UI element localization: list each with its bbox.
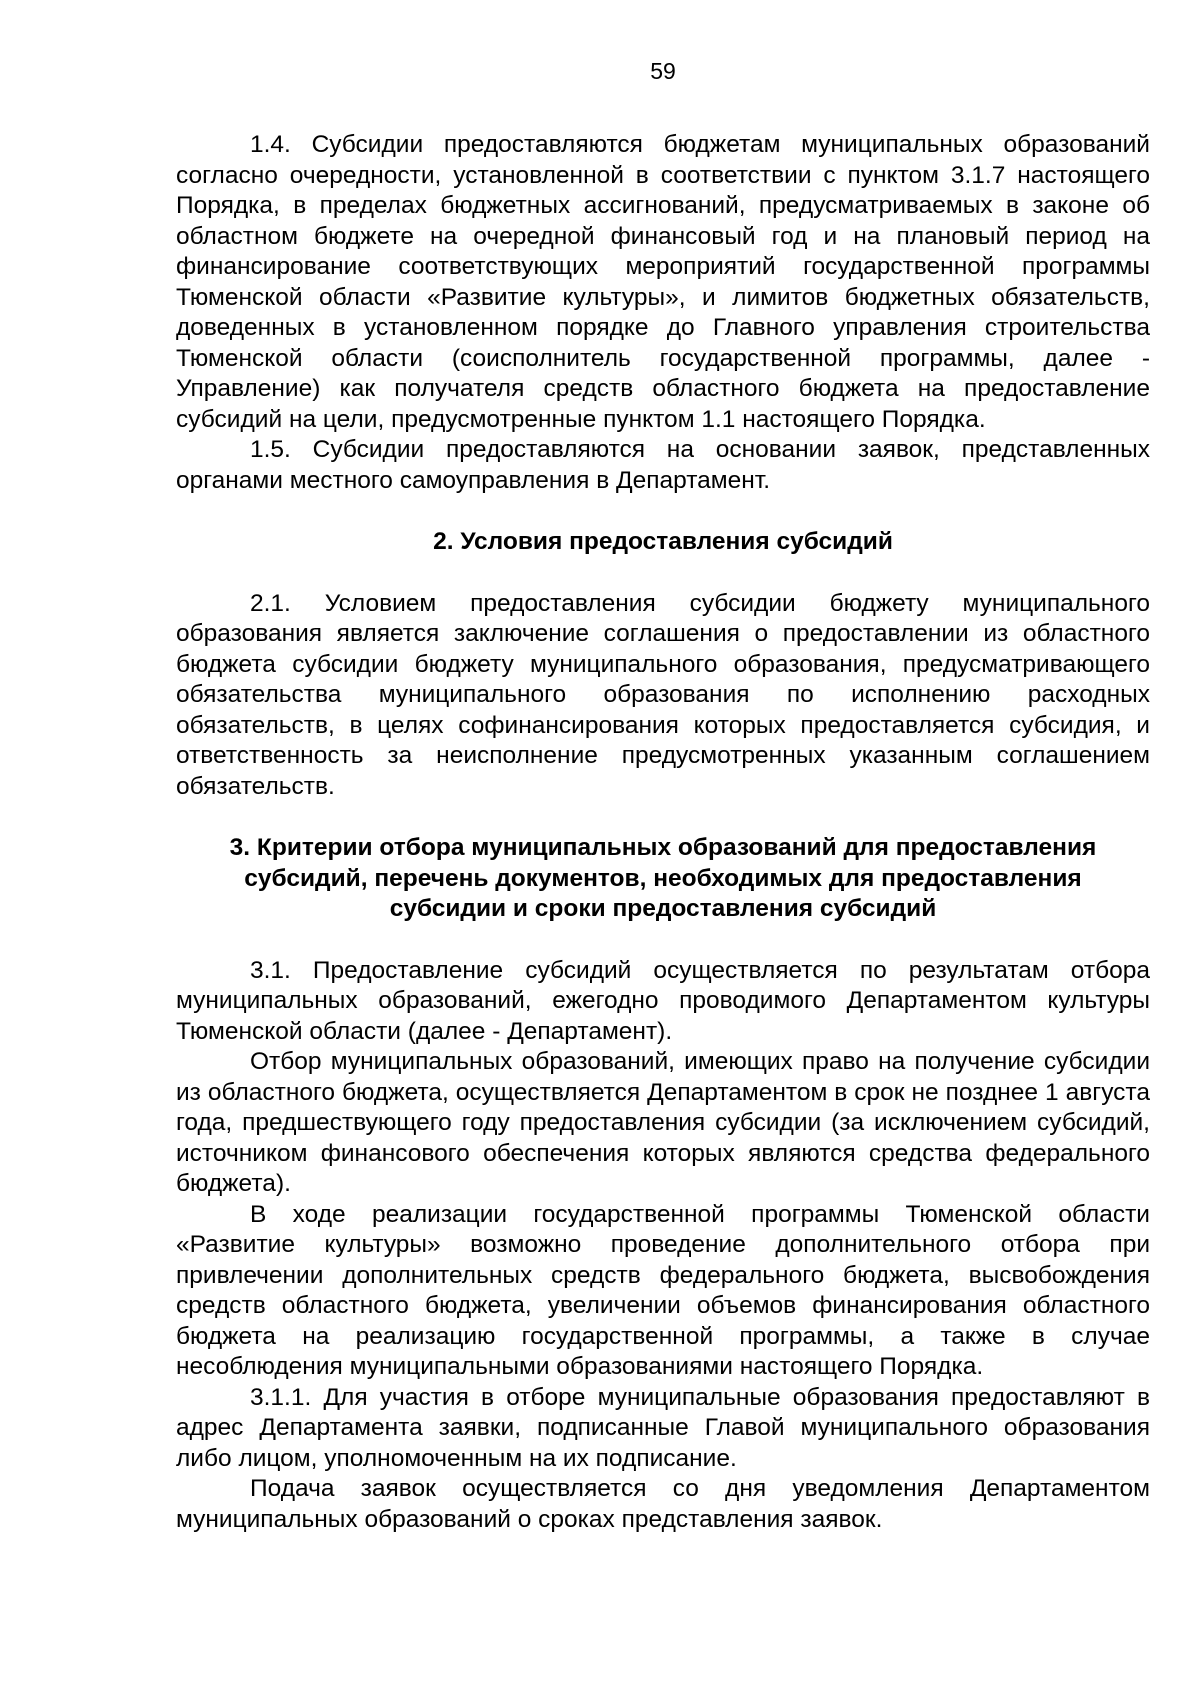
paragraph-3-1-1: 3.1.1. Для участия в отборе муниципальные образования предоставляют в адрес Департамента заявки, подписанные Главой муниципального образования либо лицом, уполномоченным на их подписание.: [176, 1383, 1150, 1472]
section-heading-2: 2. Условия предоставления субсидий: [433, 528, 893, 555]
page-number: 59: [650, 58, 676, 84]
paragraph-1-4: 1.4. Субсидии предоставляются бюджетам муниципальных образований согласно очередности, установленной в соответствии с пунктом 3.1.7 настоящего Порядка, в пределах бюджетных ассигнований, предусматриваемых в законе об областном бюджете на очередной финансовый год и на плановый период на финансирование соответствующих мероприятий государственной программы Тюменской области «Развитие культуры», и лимитов бюджетных обязательств, доведенных в установленном порядке до Главного управления строительства Тюменской области (соисполнитель государственной программы, далее - Управление) как получателя средств областного бюджета на предоставление субсидий на цели, предусмотренные пунктом 1.1 настоящего Порядка.: [176, 131, 1150, 433]
section-heading-3: [176, 833, 1150, 925]
paragraph-application-submission: Подача заявок осуществляется со дня уведомления Департаментом муниципальных образований о сроках представления заявок.: [176, 1475, 1150, 1533]
paragraph-selection-deadline: Отбор муниципальных образований, имеющих право на получение субсидии из областного бюджета, осуществляется Департаментом в срок не позднее 1 августа года, предшествующего году предоставления субсидии (за исключением субсидий, источником финансового обеспечения которых являются средства федерального бюджета).: [176, 1048, 1150, 1197]
section-heading-3-line: субсидии и сроки предоставления субсидий: [389, 895, 937, 922]
paragraph-additional-selection: В ходе реализации государственной программы Тюменской области «Развитие культуры» возможно проведение дополнительного отбора при привлечении дополнительных средств федерального бюджета, высвобождения средств областного бюджета, увеличении объемов финансирования областного бюджета на реализацию государственной программы, а также в случае несоблюдения муниципальными образованиями настоящего Порядка.: [176, 1200, 1150, 1380]
paragraph-1-5: 1.5. Субсидии предоставляются на основании заявок, представленных органами местного самоуправления в Департамент.: [176, 436, 1150, 494]
paragraph-3-1: 3.1. Предоставление субсидий осуществляется по результатам отбора муниципальных образований, ежегодно проводимого Департаментом культуры Тюменской области (далее - Департамент).: [176, 956, 1150, 1045]
document-page: [176, 56, 1150, 1535]
section-heading-3-line: 3. Критерии отбора муниципальных образований для предоставления: [229, 834, 1097, 861]
paragraph-2-1: 2.1. Условием предоставления субсидии бюджету муниципального образования является заключение соглашения о предоставлении из областного бюджета субсидии бюджету муниципального образования, предусматривающего обязательства муниципального образования по исполнению расходных обязательств, в целях софинансирования которых предоставляется субсидия, и ответственность за неисполнение предусмотренных указанным соглашением обязательств.: [176, 589, 1150, 800]
section-heading-3-line: субсидий, перечень документов, необходимых для предоставления: [244, 864, 1082, 892]
